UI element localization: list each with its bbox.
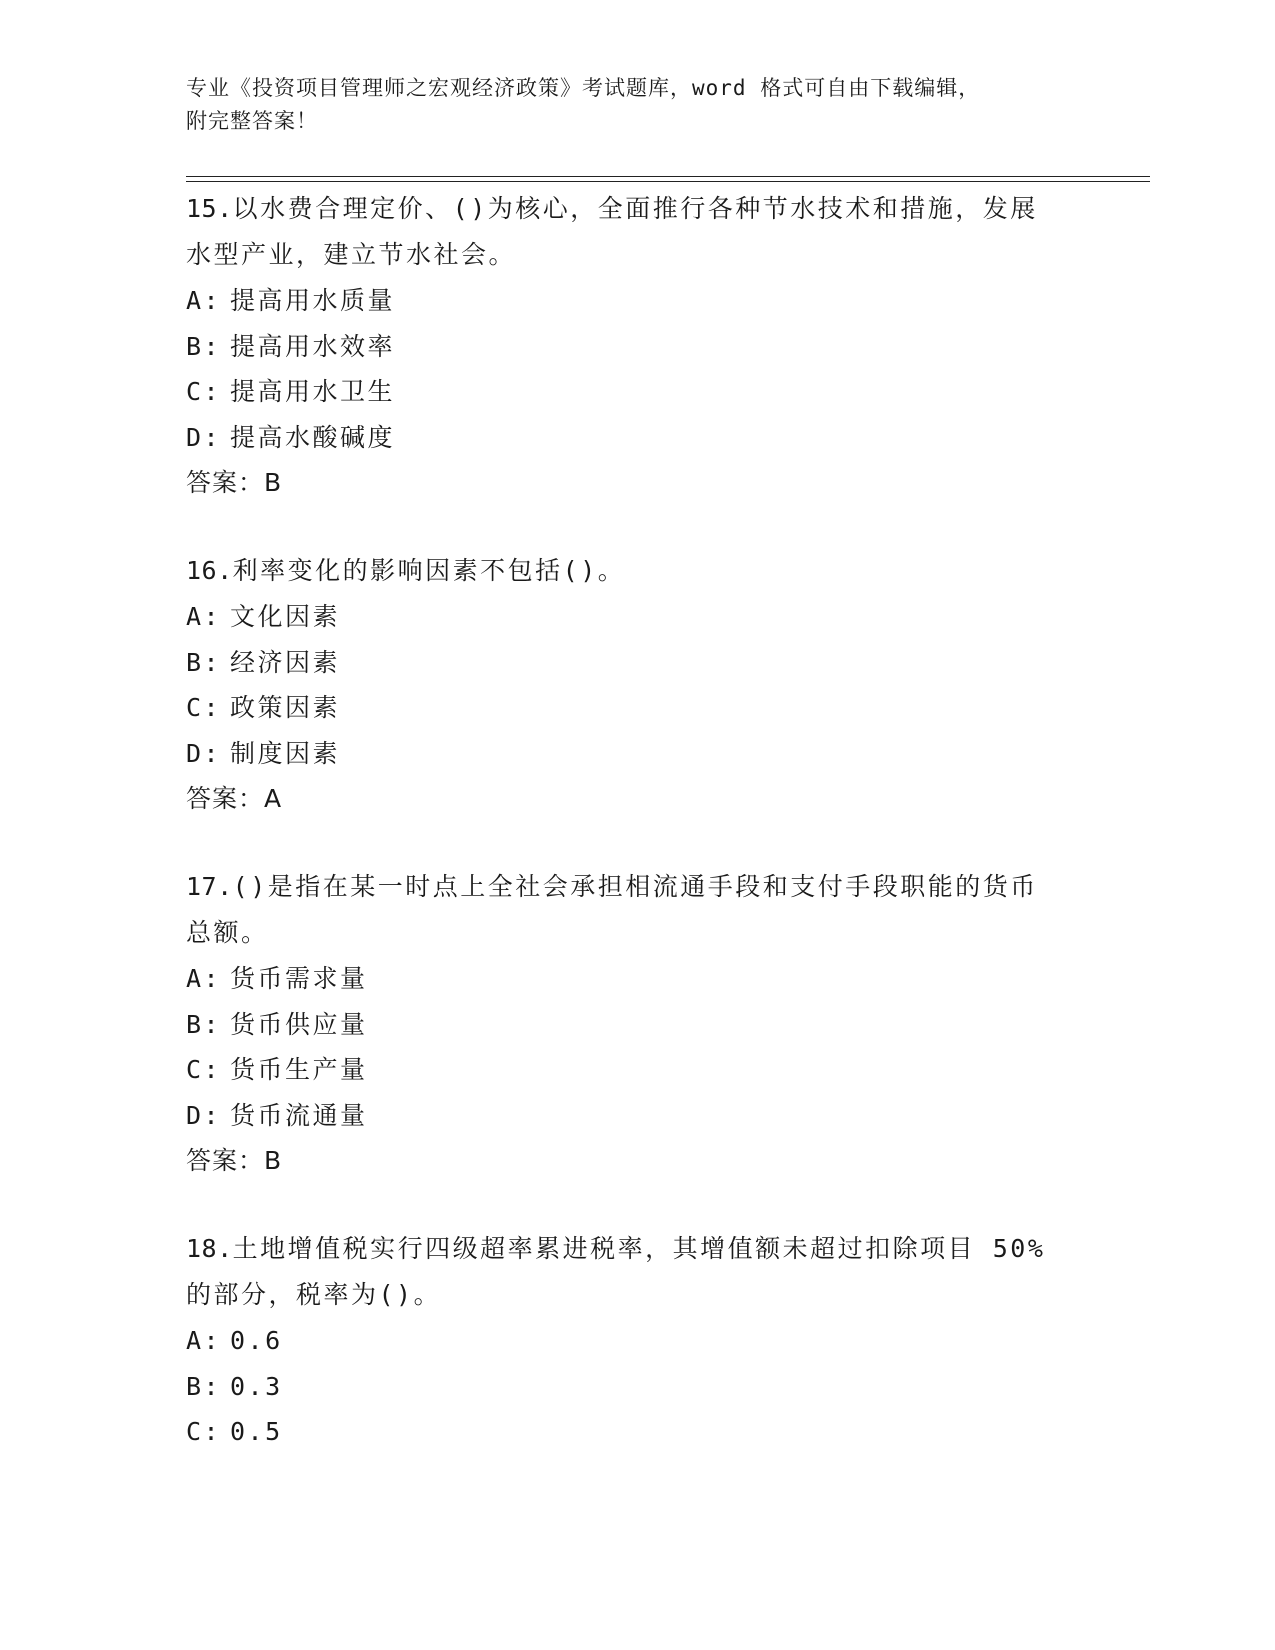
option-b (186, 1002, 1086, 1048)
option-text: 政策因素 (230, 693, 341, 722)
option-d (186, 415, 1086, 461)
question-text: ()是指在某一时点上全社会承担相流通手段和支付手段职能的货币 (232, 872, 1038, 901)
question-list (186, 186, 1086, 1497)
question-17 (186, 864, 1086, 1184)
header-divider-top (186, 176, 1150, 177)
question-text: 利率变化的影响因素不包括()。 (232, 556, 626, 585)
option-text: 0.3 (230, 1371, 283, 1401)
option-key: D: (186, 738, 222, 768)
option-key: D: (186, 422, 222, 452)
question-15 (186, 186, 1086, 506)
option-b (186, 324, 1086, 370)
header-line-2: 附完整答案！ (186, 109, 318, 133)
answer: 答案：B (186, 1146, 283, 1175)
option-key: B: (186, 647, 222, 677)
option-text: 货币生产量 (230, 1055, 368, 1084)
question-text: 土地增值税实行四级超率累进税率，其增值额未超过扣除项目 50% (232, 1234, 1046, 1263)
option-a (186, 594, 1086, 640)
question-text-line (186, 548, 1086, 594)
option-key: B: (186, 331, 222, 361)
option-b (186, 640, 1086, 686)
option-a (186, 956, 1086, 1002)
question-text-continuation: 水型产业，建立节水社会。 (186, 240, 517, 269)
option-d (186, 1093, 1086, 1139)
question-number: 16. (186, 556, 233, 585)
option-c (186, 369, 1086, 415)
option-key: A: (186, 286, 222, 315)
option-a (186, 278, 1086, 324)
option-text: 提高用水卫生 (230, 377, 396, 406)
option-a (186, 1318, 1086, 1364)
option-c (186, 1409, 1086, 1455)
question-text-continuation: 的部分，税率为()。 (186, 1280, 442, 1309)
option-text: 提高用水效率 (230, 331, 396, 361)
option-key: D: (186, 1100, 222, 1130)
option-text: 制度因素 (230, 738, 341, 768)
question-18 (186, 1226, 1086, 1455)
document-header (186, 72, 1066, 138)
option-text: 货币需求量 (230, 964, 368, 993)
option-key: C: (186, 1417, 222, 1446)
question-text-line (186, 186, 1086, 232)
question-text: 以水费合理定价、()为核心，全面推行各种节水技术和措施，发展 (232, 194, 1038, 223)
answer: 答案：A (186, 784, 283, 813)
option-b (186, 1364, 1086, 1410)
question-text-continuation: 总额。 (186, 918, 269, 947)
question-16 (186, 548, 1086, 822)
option-d (186, 731, 1086, 777)
option-key: A: (186, 964, 222, 993)
option-text: 经济因素 (230, 647, 341, 677)
option-c (186, 685, 1086, 731)
option-key: C: (186, 377, 222, 406)
header-divider-bottom (186, 181, 1150, 182)
question-number: 17. (186, 872, 233, 901)
option-text: 0.5 (230, 1417, 283, 1446)
option-text: 0.6 (230, 1326, 283, 1355)
question-number: 15. (186, 194, 233, 223)
option-key: A: (186, 1326, 222, 1355)
question-text-line (186, 864, 1086, 910)
question-text-line (186, 1226, 1086, 1272)
option-text: 提高用水质量 (230, 286, 396, 315)
option-key: C: (186, 693, 222, 722)
option-text: 货币供应量 (230, 1009, 368, 1039)
option-text: 文化因素 (230, 602, 341, 631)
option-text: 货币流通量 (230, 1100, 368, 1130)
option-c (186, 1047, 1086, 1093)
option-key: A: (186, 602, 222, 631)
option-key: C: (186, 1055, 222, 1084)
option-text: 提高水酸碱度 (230, 422, 396, 452)
answer: 答案：B (186, 468, 283, 497)
option-key: B: (186, 1371, 222, 1401)
question-number: 18. (186, 1234, 233, 1263)
option-key: B: (186, 1009, 222, 1039)
header-line-1: 专业《投资项目管理师之宏观经济政策》考试题库，word 格式可自由下载编辑， (186, 76, 981, 100)
